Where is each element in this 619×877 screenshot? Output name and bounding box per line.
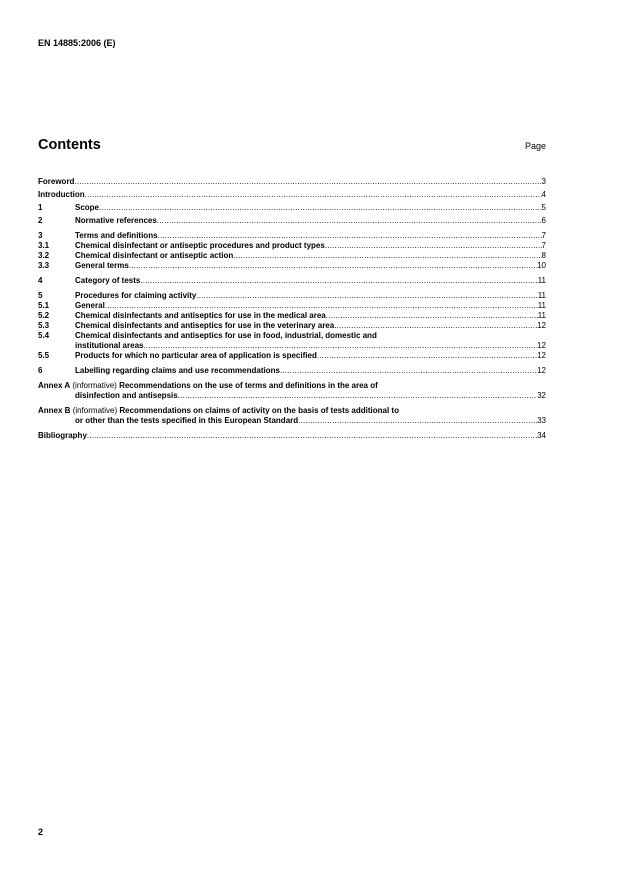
toc-line	[75, 261, 546, 271]
toc-entry-page[interactable]: 33	[537, 416, 546, 425]
toc-entry[interactable]	[38, 311, 546, 321]
toc-entry[interactable]	[38, 351, 546, 361]
toc-entry-title[interactable]: Normative references	[75, 216, 157, 225]
toc-line	[75, 203, 546, 213]
dot-leader	[196, 291, 537, 301]
toc-entry-number: 5.2	[38, 311, 50, 320]
toc-line	[75, 321, 546, 331]
toc-entry-title[interactable]: Chemical disinfectants and antiseptics for use in the veterinary area	[75, 321, 335, 330]
dot-leader	[325, 241, 542, 251]
document-id: EN 14885:2006 (E)	[38, 38, 116, 48]
toc-entry[interactable]	[38, 276, 546, 286]
toc-entry-number: 4	[38, 276, 43, 285]
table-of-contents	[38, 177, 546, 441]
toc-entry-page[interactable]: 11	[537, 311, 546, 320]
toc-entry-page[interactable]: 32	[537, 391, 546, 400]
toc-line	[75, 241, 546, 251]
toc-entry-page[interactable]: 11	[537, 291, 546, 300]
toc-entry[interactable]	[38, 241, 546, 251]
toc-entry-title[interactable]: Scope	[75, 203, 100, 212]
dot-leader	[74, 177, 541, 187]
dot-leader	[87, 431, 537, 441]
toc-entry-page[interactable]: 34	[537, 431, 546, 440]
toc-entry-page[interactable]: 5	[541, 203, 546, 212]
dot-leader	[129, 261, 537, 271]
toc-entry-title[interactable]: Category of tests	[75, 276, 141, 285]
toc-bibliography[interactable]	[38, 431, 546, 441]
toc-entry-title[interactable]: Procedures for claiming activity	[75, 291, 197, 300]
dot-leader	[178, 391, 537, 401]
dot-leader	[334, 321, 537, 331]
toc-entry-page[interactable]: 11	[537, 276, 546, 285]
dot-leader	[99, 203, 542, 213]
toc-entry[interactable]	[38, 331, 546, 351]
toc-entry-number: 2	[38, 216, 43, 225]
toc-entry-title[interactable]: institutional areas	[75, 341, 144, 350]
page-number: 2	[38, 827, 44, 837]
toc-line	[75, 416, 546, 426]
toc-entry-title[interactable]: Chemical disinfectant or antiseptic procedures and product types	[75, 241, 325, 250]
toc-entry[interactable]	[38, 291, 546, 301]
toc-entry-number: 5.1	[38, 301, 50, 310]
toc-entry-number: 6	[38, 366, 43, 375]
toc-entry-page[interactable]: 12	[537, 351, 546, 360]
toc-entry-title[interactable]: Chemical disinfectants and antiseptics for use in the medical area	[75, 311, 326, 320]
toc-entry-page[interactable]: 10	[537, 261, 546, 270]
toc-entry[interactable]	[38, 251, 546, 261]
toc-line	[75, 391, 546, 401]
toc-entry-number: 5.4	[38, 331, 50, 340]
annex-qualifier: (informative)	[72, 381, 117, 390]
toc-line	[75, 341, 546, 351]
toc-entry-number: 5.3	[38, 321, 50, 330]
dot-leader	[105, 301, 538, 311]
dot-leader	[298, 416, 537, 426]
toc-entry[interactable]	[38, 261, 546, 271]
toc-entry[interactable]	[38, 321, 546, 331]
toc-entry-title[interactable]: Bibliography	[38, 431, 87, 440]
toc-entry-page[interactable]: 8	[541, 251, 546, 260]
toc-line	[38, 431, 546, 441]
toc-entry-title[interactable]: General	[75, 301, 105, 310]
dot-leader	[157, 216, 542, 226]
toc-line	[38, 177, 546, 187]
toc-entry-page[interactable]: 3	[541, 177, 546, 186]
annex-heading-line	[38, 381, 546, 391]
toc-entry[interactable]	[38, 301, 546, 311]
toc-line	[75, 291, 546, 301]
toc-entry-page[interactable]: 11	[537, 301, 546, 310]
page-column-label: Page	[524, 141, 546, 151]
toc-entry-number: 3.2	[38, 251, 50, 260]
toc-entry-page[interactable]: 4	[541, 190, 546, 199]
dot-leader	[143, 341, 537, 351]
toc-entry-title[interactable]: Introduction	[38, 190, 85, 199]
toc-line	[75, 301, 546, 311]
toc-entry-page[interactable]: 7	[541, 241, 546, 250]
toc-entry-title[interactable]: or other than the tests specified in this European Standard	[75, 416, 299, 425]
toc-line	[38, 190, 546, 200]
toc-entry[interactable]	[38, 216, 546, 226]
dot-leader	[280, 366, 537, 376]
toc-entry-title[interactable]: Terms and definitions	[75, 231, 158, 240]
annex-label: Annex B	[38, 406, 71, 415]
toc-entry[interactable]	[38, 203, 546, 213]
toc-entry-number: 3.1	[38, 241, 50, 250]
toc-entry-title[interactable]: Products for which no particular area of application is specified	[75, 351, 317, 360]
toc-entry[interactable]	[38, 366, 546, 376]
dot-leader	[158, 231, 542, 241]
dot-leader	[233, 251, 541, 261]
toc-entry-title[interactable]: Chemical disinfectant or antiseptic action	[75, 251, 234, 260]
toc-entry-page[interactable]: 6	[541, 216, 546, 225]
toc-entry[interactable]	[38, 190, 546, 200]
toc-entry[interactable]	[38, 177, 546, 187]
toc-line	[75, 276, 546, 286]
toc-annex[interactable]	[38, 381, 546, 401]
dot-leader	[317, 351, 537, 361]
toc-entry-page[interactable]: 12	[537, 341, 546, 350]
toc-entry-title[interactable]: Labelling regarding claims and use recommendations	[75, 366, 280, 375]
toc-entry-number: 5.5	[38, 351, 50, 360]
annex-qualifier: (informative)	[72, 406, 118, 415]
annex-title: Recommendations on the use of terms and definitions in the area of	[119, 381, 378, 390]
toc-entry-title[interactable]: disinfection and antisepsis	[75, 391, 178, 400]
toc-line	[75, 366, 546, 376]
toc-entry-number: 1	[38, 203, 43, 212]
annex-label: Annex A	[38, 381, 71, 390]
toc-line	[75, 251, 546, 261]
dot-leader	[85, 190, 542, 200]
annex-title: Recommendations on claims of activity on the basis of tests additional to	[119, 406, 399, 415]
toc-line	[75, 231, 546, 241]
contents-heading: Contents	[38, 137, 101, 153]
toc-line	[75, 216, 546, 226]
toc-entry-title[interactable]: Foreword	[38, 177, 75, 186]
toc-entry-number: 5	[38, 291, 43, 300]
toc-line	[75, 331, 546, 341]
toc-entry-page[interactable]: 12	[537, 366, 546, 375]
toc-entry-number: 3.3	[38, 261, 50, 270]
toc-annex[interactable]	[38, 406, 546, 426]
toc-entry-title[interactable]: Chemical disinfectants and antiseptics for use in food, industrial, domestic and	[75, 331, 377, 340]
toc-entry-title[interactable]: General terms	[75, 261, 129, 270]
toc-entry-page[interactable]: 12	[537, 321, 546, 330]
toc-entry-number: 3	[38, 231, 43, 240]
dot-leader	[140, 276, 537, 286]
dot-leader	[326, 311, 538, 321]
toc-entry[interactable]	[38, 231, 546, 241]
toc-entry-page[interactable]: 7	[541, 231, 546, 240]
toc-line	[75, 311, 546, 321]
annex-heading-line	[38, 406, 546, 416]
toc-line	[75, 351, 546, 361]
